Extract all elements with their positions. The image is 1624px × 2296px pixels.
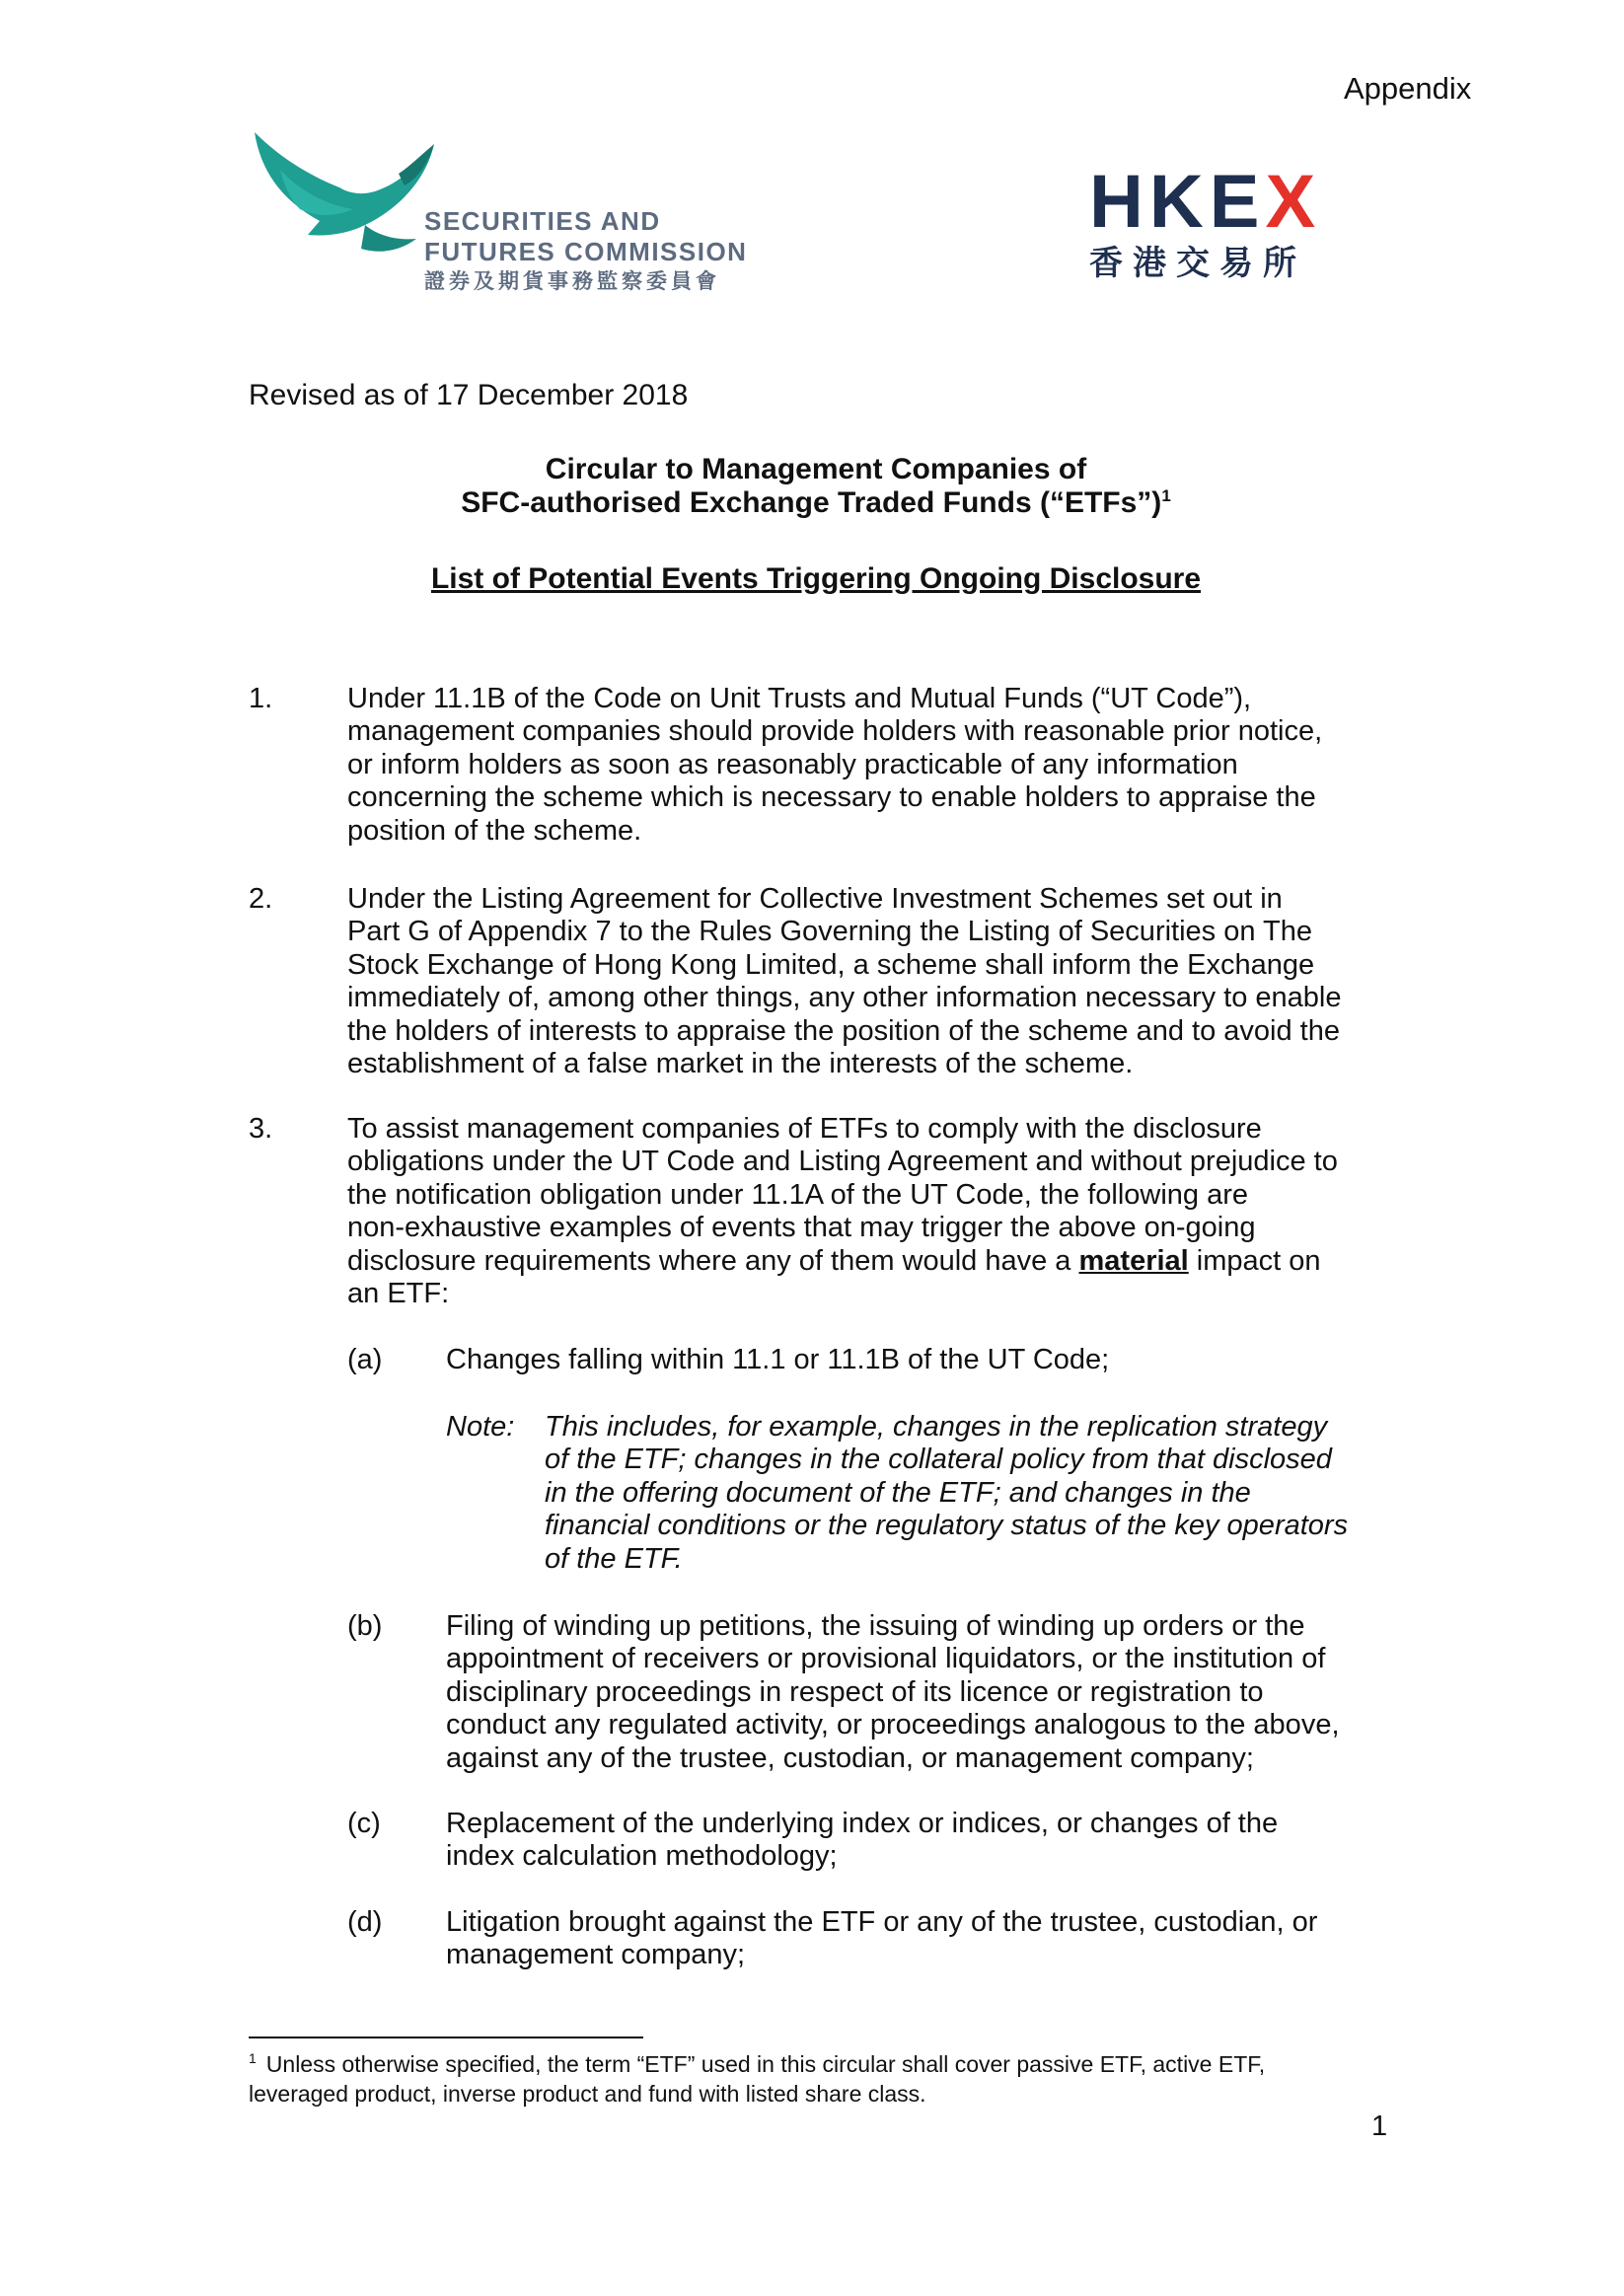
paragraph-line: the holders of interests to appraise the position of the scheme and to avoid the — [347, 1014, 1340, 1047]
paragraph-line: obligations under the UT Code and Listing Agreement and without prejudice to — [347, 1146, 1338, 1178]
paragraph-line: the notification obligation under 11.1A of the UT Code, the following are — [347, 1178, 1249, 1211]
paragraph-line: Part G of Appendix 7 to the Rules Governing the Listing of Securities on The — [347, 916, 1312, 948]
footnote — [249, 2049, 1265, 2109]
item-label: (c) — [347, 1808, 381, 1839]
page-label: Appendix — [1344, 71, 1472, 106]
paragraph-line: Under the Listing Agreement for Collective Investment Schemes set out in — [347, 883, 1283, 915]
paragraph-line: concerning the scheme which is necessary to enable holders to appraise the — [347, 781, 1316, 814]
title-line1: Circular to Management Companies of — [545, 453, 1087, 485]
hkex-chinese-name: 香港交易所 — [1089, 245, 1306, 282]
item-line: disciplinary proceedings in respect of its licence or registration to — [446, 1675, 1264, 1708]
paragraph-line: To assist management companies of ETFs to comply with the disclosure — [347, 1113, 1262, 1145]
item-label: (a) — [347, 1344, 383, 1375]
paragraph-line: establishment of a false market in the interests of the scheme. — [347, 1048, 1134, 1080]
item-line: Litigation brought against the ETF or any of the trustee, custodian, or — [446, 1906, 1318, 1938]
paragraph-line: or inform holders as soon as reasonably practicable of any information — [347, 748, 1238, 780]
paragraph-line: non-exhaustive examples of events that may trigger the above on-going — [347, 1212, 1256, 1244]
sfc-eagle-icon — [251, 130, 438, 268]
paragraph-number: 1. — [249, 683, 273, 714]
paragraph-line: an ETF: — [347, 1278, 450, 1310]
item-line: appointment of receivers or provisional liquidators, or the institution of — [446, 1643, 1326, 1675]
footnote-line: leveraged product, inverse product and fund with listed share class. — [249, 2081, 926, 2107]
circular-title — [249, 453, 1383, 520]
footnote-line: $^1$ Unless otherwise specified, the term “ETF” used in this circular shall cover passive ETF, active ETF, — [249, 2050, 1266, 2077]
paragraph-number: 2. — [249, 883, 273, 915]
note-line: of the ETF; changes in the collateral policy from that disclosed — [545, 1444, 1332, 1476]
sfc-logo — [251, 130, 754, 303]
item-line: Replacement of the underlying index or indices, or changes of the — [446, 1808, 1279, 1839]
paragraph-line: disclosure requirements where any of them would have a material impact on — [347, 1244, 1321, 1277]
note-line: financial conditions or the regulatory status of the key operators — [545, 1510, 1349, 1542]
paragraph-line: management companies should provide holders with reasonable prior notice, — [347, 715, 1323, 748]
item-label: (b) — [347, 1610, 383, 1642]
revised-date: Revised as of 17 December 2018 — [249, 379, 689, 411]
sfc-name-chinese: 證券及期貨事務監察委員會 — [424, 270, 720, 293]
circular-subtitle: List of Potential Events Triggering Ongoing Disclosure — [430, 562, 1202, 595]
item-line: management company; — [446, 1939, 746, 1971]
footnote-divider — [249, 2037, 643, 2038]
paragraph-line: Under 11.1B of the Code on Unit Trusts and Mutual Funds (“UT Code”), — [347, 683, 1252, 714]
material-emphasis: material — [1078, 1244, 1189, 1277]
note-line: This includes, for example, changes in the replication strategy — [545, 1411, 1328, 1443]
item-line: conduct any regulated activity, or proceedings analogous to the above, — [446, 1709, 1340, 1741]
sfc-name-line1: SECURITIES AND — [424, 206, 661, 236]
paragraph-line: immediately of, among other things, any other information necessary to enable — [347, 982, 1342, 1014]
note-line: of the ETF. — [545, 1542, 683, 1575]
footnote-number: 1 — [249, 2050, 257, 2067]
hkex-wordmark: HKEX — [1089, 160, 1322, 244]
footnote-ref: 1 — [1161, 486, 1171, 505]
hkex-logo — [1089, 160, 1346, 301]
page-number: 1 — [1371, 2111, 1388, 2142]
note-line: in the offering document of the ETF; and changes in the — [545, 1476, 1251, 1509]
item-line: Filing of winding up petitions, the issuing of winding up orders or the — [446, 1610, 1305, 1642]
item-line: index calculation methodology; — [446, 1840, 838, 1873]
item-line: Changes falling within 11.1 or 11.1B of the UT Code; — [446, 1344, 1110, 1375]
paragraph-line: position of the scheme. — [347, 814, 642, 847]
note-label: Note: — [446, 1411, 515, 1443]
sfc-name-line2: FUTURES COMMISSION — [424, 237, 748, 266]
title-line2: SFC-authorised Exchange Traded Funds (“ETFs”)$^1$ — [461, 486, 1171, 519]
hkex-x-mark: X — [1265, 160, 1322, 244]
item-label: (d) — [347, 1906, 383, 1938]
paragraph-line: Stock Exchange of Hong Kong Limited, a scheme shall inform the Exchange — [347, 948, 1315, 981]
item-line: against any of the trustee, custodian, or management company; — [446, 1741, 1254, 1774]
paragraph-number: 3. — [249, 1113, 273, 1145]
